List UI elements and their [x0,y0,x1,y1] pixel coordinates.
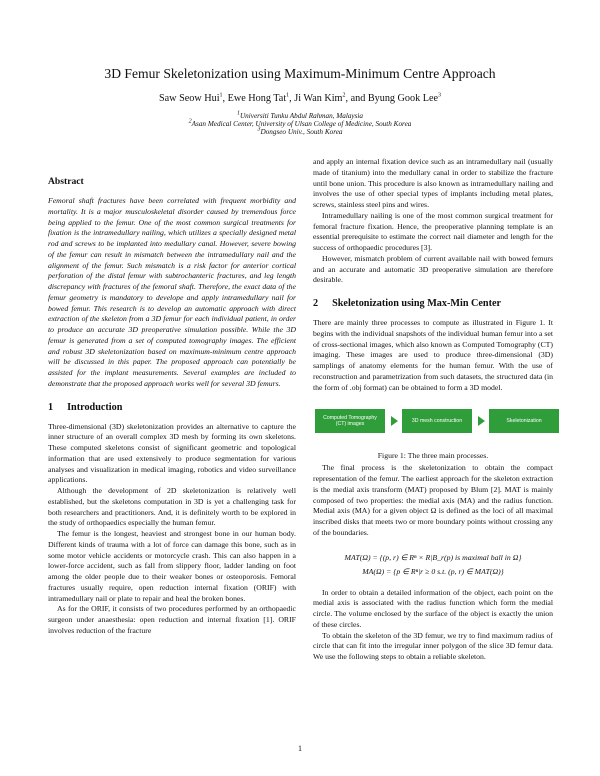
author-name: Ji Wan Kim [294,93,343,104]
paper-title: 3D Femur Skeletonization using Maximum-Minimum Centre Approach [104,66,496,81]
paragraph: Intramedullary nailing is one of the most common surgical treatment for femoral fracture fixation. Hence, the preoperative planning template is an essential prerequisite to estimate the correct nail diameter and length for the success of orthopaedic procedures [3]. [313,210,553,252]
paragraph: The femur is the longest, heaviest and strongest bone in our human body. Different kinds of trauma with a lot of force can damage this bone, such as in some motor vehicle accidents or motorcycle crash. This can also happen in a lower-force accident, such as fall from slippery floor, ladder landing on foot among the older people due to their weaker bones or osteoporosis. Femoral fractures usually require, open reduction internal fixation (ORIF) with intramedullary nail or plate to repair and heal the broken bones. [48,529,296,603]
section-heading-skeletonization [313,297,553,310]
section-number: 1 [48,401,54,413]
author-name: Ewe Hong Tat [227,93,287,104]
author-name: and Byung Gook Lee [350,93,439,104]
author-name: Saw Seow Hui [158,93,220,104]
process-box-mesh-construction: 3D mesh construction [402,409,472,433]
affil-mark: 3 [257,126,261,133]
abstract-heading: Abstract [48,176,84,187]
arrow-right-icon [478,416,485,426]
paragraph: The final process is the skeletonization to obtain the compact representation of the femur. The earliest approach for the skeleton extraction is the medial axis transform (MAT) proposed by Blum [2]. MAT is mainly composed of two properties: the medial axis (MA) and the radius function. Medial axis (MA) for a given object Ω is defined as the loci of all maximal inscribed disks that meets two or more boundary points without crossing any of the boundaries. [313,463,553,537]
section-number: 2 [313,298,319,309]
affil-text: Asan Medical Center, University of Ulsan College of Medicine, South Korea [191,120,412,128]
affil-text: Universiti Tunku Abdul Rahman, Malaysia [239,112,364,120]
paragraph: and apply an internal fixation device such as an intramedullary nail (usually made of titanium) into the medullary canal in order to stabilize the fracture until bone union. This procedure is also known as intramedullary nailing and involves the use of other special types of implants including metal plates, screws, stainless steel pins and wires. [313,157,553,209]
paragraph: To obtain the skeleton of the 3D femur, we try to find maximum radius of circle that can fit into the irregular inner polygon of the slice 3D femur data. We use the following steps to obtain a reliable skeleton. [313,630,553,661]
author-affil-mark: 1 [286,92,290,99]
process-box-ct-images: Computed Tomography (CT) images [315,409,385,433]
section-title: Introduction [67,401,123,413]
affil-mark: 1 [236,110,240,117]
affiliation-3 [0,128,600,136]
figure-1 [313,401,553,463]
author-line: Saw Seow Hui$^1$, Ewe Hong Tat$^1$, Ji Wan Kim$^2$, and Byung Gook Lee$^3$ [158,92,442,104]
author-affil-mark: 2 [342,92,346,99]
affil-text: Dongseo Univ., South Korea [260,128,343,136]
section-title: Skeletonization using Max-Min Center [332,298,502,309]
paragraph: There are mainly three processes to compute as illustrated in Figure 1. It begins with the individual snapshots of the individual human femur into a set of cross-sectional images, which also known as Computed Tomography (CT) imaging. These images are used to produce three-dimensional (3D) samplings of anatomy elements for the human femur. With the use of reconstruction and parametrization from such datasets, the structured data (in the form of .obj format) can be obtained to form a 3D model. [313,318,553,392]
equation-ma: MA(Ω) = {p ∈ Rⁿ|r ≥ 0 s.t. (p, r) ∈ MAT(Ω)} [362,566,504,576]
section-heading-introduction [48,401,296,414]
process-box-skeletonization: Skeletonization [489,409,559,433]
paragraph: In order to obtain a detailed information of the object, each point on the medial axis is associated with the radius function which form the medial circle. The volume enclosed by the surface of the object is exactly the union of these circles. [313,587,553,629]
left-column [48,176,296,637]
equation-mat: MAT(Ω) = {(p, r) ∈ Rⁿ × R|B_r(p) is maximal ball in Ω} [344,552,522,562]
paragraph: However, mismatch problem of current available nail with bowed femurs and an accurate and automatic 3D preoperative simulation are therefore desirable. [313,253,553,285]
affiliation-2 [0,120,600,128]
abstract-text: Femoral shaft fractures have been correlated with frequent morbidity and mortality. It is a major musculoskeletal disorder caused by tremendous force being applied to the femur. One of the most common surgical treatments for fixation is the intramedullary nailing, which utilizes a specially designed metal rod and screws to be implanted into medullary canal. However, severe bowing of the femur can result in mismatch between the intramedullary nail and the alignment of the femur. Such mismatch is a risk factor for anterior cortical perforation of the distal femur with subtrochanteric fractures, and leg length discrepancy with fractures of the femoral shaft. Therefore, the exact data of the femur geometry is mandatory to develope and apply intramedullary nail for bowed femur. This research is to develop an automatic approach with direct extraction of the skeleton from a 3D femur for each individual patient, in order to produce an accurate 3D preoperative simulation possible. While the 3D femur is generated from a set of computed tomography images. The efficient and robust 3D skeletonization based on maximum-minimum centre approach will be discussed in this paper. The proposed approach can potentially be assisted for the implant measurements. Several examples are included to demonstrate that the proposed approach works well for several 3D femurs. [48,196,296,388]
paragraph: Although the development of 2D skeletonization is relatively well established, but the skeletons computation in 3D is yet a challenging task for both researchers and practitioners. And, it is definitely worth to be explored in the study of orthopaedics especially the human femur. [48,486,296,528]
affiliation-1 [0,112,600,120]
arrow-right-icon [391,416,398,426]
paragraph: Three-dimensional (3D) skeletonization provides an alternative to capture the inner structure of an overall complex 3D mesh by forming its own skeletons. These computed skeletons consist of significant geometric and topological information that are used extensively to produce segmentation for various analyses and visualization in medical imaging, robotics and video surveillance applications. [48,421,296,485]
paragraph: As for the ORIF, it consists of two procedures performed by an orthopaedic surgeon under anaesthesia: open reduction and internal fixation [1]. ORIF involves reduction of the fracture [48,604,296,635]
affil-mark: 2 [188,118,192,125]
author-affil-mark: 3 [438,92,442,99]
figure-caption: Figure 1: The three main processes. [377,451,489,461]
right-column [313,157,553,663]
author-affil-mark: 1 [219,92,223,99]
page-number: 1 [298,744,302,753]
